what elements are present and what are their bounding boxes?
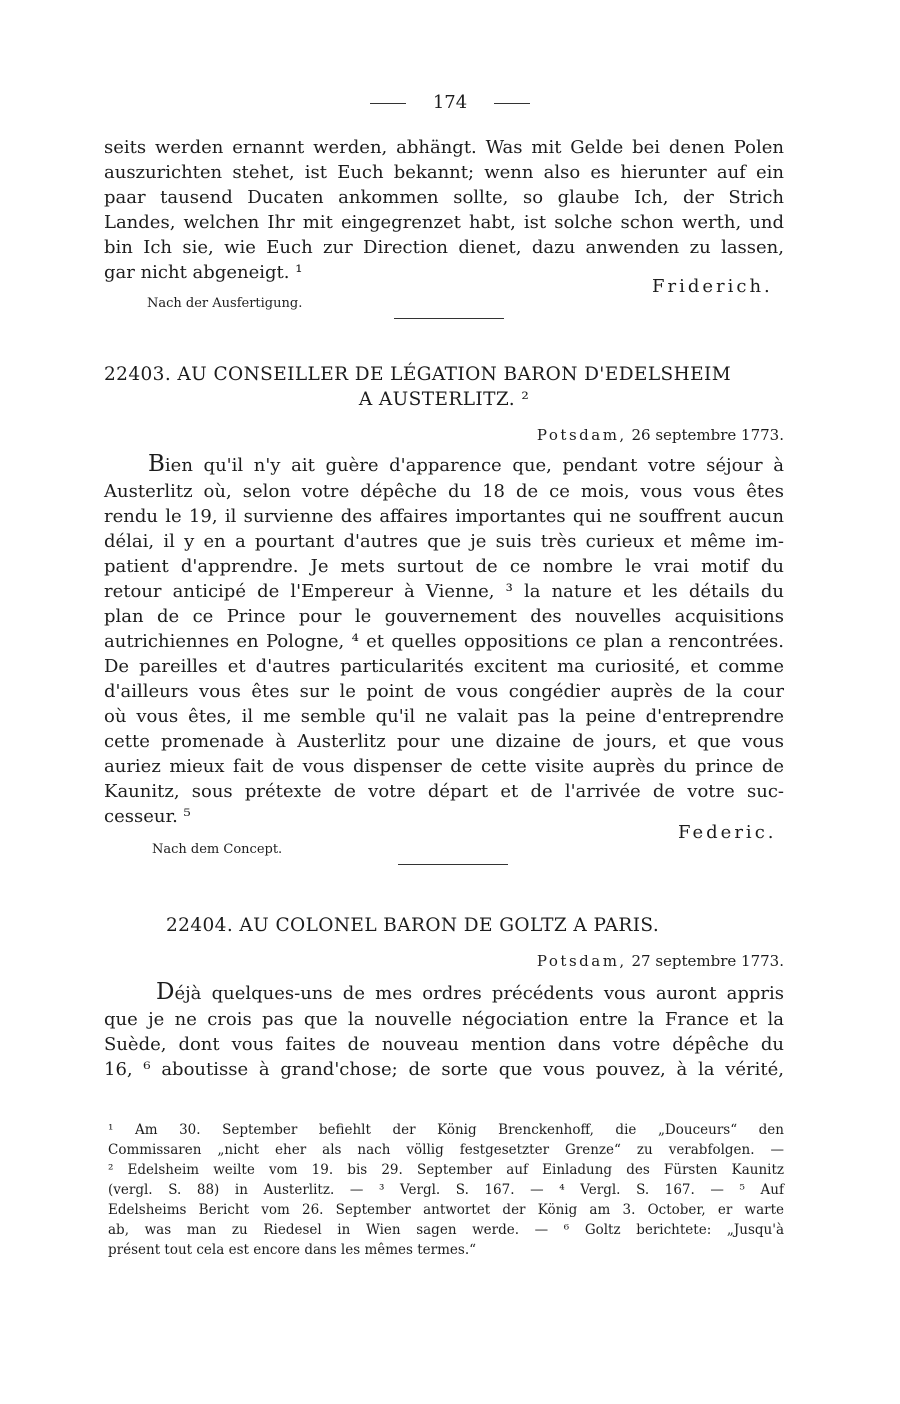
footnote-line: ¹ Am 30. September befiehlt der König Brenckenhoff, die „Douceurs“ den — [108, 1122, 784, 1138]
letter2-line: Austerlitz où, selon votre dépêche du 18 de ce mois, vous vous êtes — [104, 481, 784, 502]
letter2-line: retour anticipé de l'Empereur à Vienne, ³ la nature et les détails du — [104, 581, 784, 602]
footnote-line: ² Edelsheim weilte vom 19. bis 29. September auf Einladung des Fürsten Kaunitz — [108, 1162, 784, 1178]
letter-title: AU CONSEILLER DE LÉGATION BARON D'EDELSHEIM — [177, 364, 732, 385]
header-rule-left — [370, 103, 406, 104]
letter2-line: rendu le 19, il survienne des affaires importantes qui ne souffrent aucun — [104, 506, 784, 527]
footnote-line: présent tout cela est encore dans les mêmes termes.“ — [108, 1242, 477, 1258]
letter1-line: gar nicht abgeneigt. ¹ — [104, 262, 303, 283]
letter1-source: Nach der Ausfertigung. — [147, 296, 303, 311]
letter1-line: auszurichten stehet, ist Euch bekannt; wenn also es hierunter auf ein — [104, 162, 784, 183]
letter3-line: 16, ⁶ aboutisse à grand'chose; de sorte que vous pouvez, à la vérité, — [104, 1059, 784, 1080]
letter2-line: d'ailleurs vous êtes sur le point de vous congédier auprès de la cour — [104, 681, 784, 702]
letter2-source: Nach dem Concept. — [152, 842, 283, 857]
letter2-first-line — [104, 453, 784, 477]
first-line-text: éjà quelques-uns de mes ordres précédents vous auront appris — [174, 983, 784, 1004]
letter3-dateline — [104, 951, 784, 971]
letter1-signature: Friderich. — [652, 276, 773, 297]
section-divider — [394, 318, 504, 319]
header-rule-right — [494, 103, 530, 104]
letter3-first-line — [104, 981, 784, 1005]
dateline-date: 27 septembre 1773. — [631, 952, 784, 970]
letter2-signature: Federic. — [678, 822, 777, 843]
section-divider — [398, 864, 508, 865]
letter1-line: bin Ich sie, wie Euch zur Direction dienet, dazu anwenden zu lassen, — [104, 237, 784, 258]
drop-cap: D — [156, 979, 175, 1005]
dateline-date: 26 septembre 1773. — [631, 426, 784, 444]
letter1-line: seits werden ernannt werden, abhängt. Was mit Gelde bei denen Polen — [104, 137, 784, 158]
drop-cap: B — [148, 451, 165, 477]
letter2-line: Kaunitz, sous prétexte de votre départ et de l'arrivée de votre suc- — [104, 781, 784, 802]
letter2-heading-line1 — [104, 364, 784, 386]
letter3-heading — [166, 915, 766, 937]
letter3-line: que je ne crois pas que la nouvelle négociation entre la France et la — [104, 1009, 784, 1030]
dateline-place: Potsdam, — [536, 952, 627, 970]
first-line-text: ien qu'il n'y ait guère d'apparence que, pendant votre séjour à — [164, 455, 784, 476]
page-number: 174 — [432, 92, 468, 113]
letter2-line: De pareilles et d'autres particularités excitent ma curiosité, et comme — [104, 656, 784, 677]
letter1-line: Landes, welchen Ihr mit eingegrenzet habt, ist solche schon werth, und — [104, 212, 784, 233]
letter2-line: cesseur. ⁵ — [104, 806, 191, 827]
letter2-line: auriez mieux fait de vous dispenser de cette visite auprès du prince de — [104, 756, 784, 777]
footnote-line: ab, was man zu Riedesel in Wien sagen werde. — ⁶ Goltz berichtete: „Jusqu'à — [108, 1222, 784, 1238]
letter2-line: autrichiennes en Pologne, ⁴ et quelles oppositions ce plan a rencontrées. — [104, 631, 784, 652]
footnote-line: (vergl. S. 88) in Austerlitz. — ³ Vergl. S. 167. — ⁴ Vergl. S. 167. — ⁵ Auf — [108, 1182, 784, 1198]
letter1-line: paar tausend Ducaten ankommen sollte, so glaube Ich, der Strich — [104, 187, 784, 208]
letter2-heading-line2: A AUSTERLITZ. ² — [358, 389, 530, 410]
letter2-line: patient d'apprendre. Je mets surtout de ce nombre le vrai motif du — [104, 556, 784, 577]
letter-number: 22404. — [166, 915, 234, 936]
letter2-line: délai, il y en a pourtant d'autres que je suis très curieux et même im- — [104, 531, 784, 552]
letter2-line: cette promenade à Austerlitz pour une dizaine de jours, et que vous — [104, 731, 784, 752]
footnote-line: Commissaren „nicht eher als nach völlig festgesetzter Grenze“ zu verabfolgen. — — [108, 1142, 784, 1158]
footnote-line: Edelsheims Bericht vom 26. September antwortet der König am 3. October, er warte — [108, 1202, 784, 1218]
letter-title: AU COLONEL BARON DE GOLTZ A PARIS. — [239, 915, 660, 936]
letter2-dateline — [104, 425, 784, 445]
letter-number: 22403. — [104, 364, 172, 385]
letter2-line: plan de ce Prince pour le gouvernement des nouvelles acquisitions — [104, 606, 784, 627]
letter2-line: où vous êtes, il me semble qu'il ne valait pas la peine d'entreprendre — [104, 706, 784, 727]
letter3-line: Suède, dont vous faites de nouveau mention dans votre dépêche du — [104, 1034, 784, 1055]
dateline-place: Potsdam, — [536, 426, 627, 444]
